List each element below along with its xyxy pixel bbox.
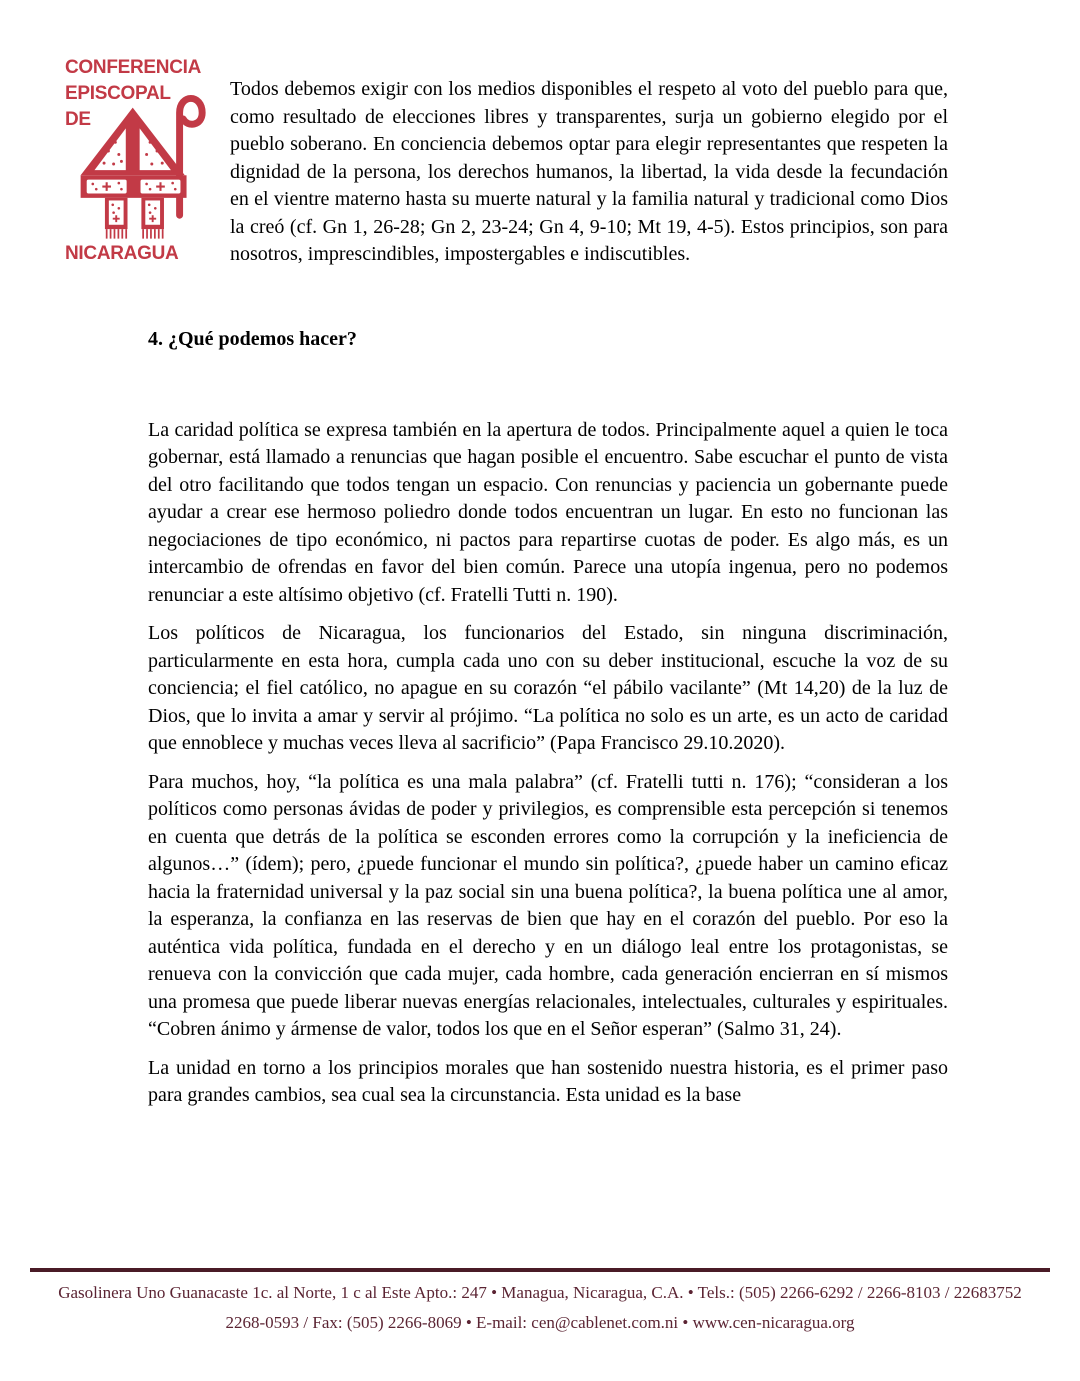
document-body [148,76,948,1121]
logo-text-conferencia: CONFERENCIA [65,57,202,78]
page-footer [0,1268,1080,1338]
paragraph-politicos-nicaragua: Los políticos de Nicaragua, los funcionarios del Estado, sin ninguna discriminación, particularmente en esta hora, cumpla cada uno con su deber institucional, escuche la voz de su conciencia; el fiel católico, no apague en su corazón “el pábilo vacilante” (Mt 14,20) de la luz de Dios, que lo invita a amar y servir al prójimo. “La política no solo es un arte, es un acto de caridad que ennoblece y muchas veces lleva al sacrificio” (Papa Francisco 29.10.2020). [148,622,948,754]
paragraph-caridad-politica: La caridad política se expresa también en la apertura de todos. Principalmente aquel a quien le toca gobernar, está llamado a renuncias que hagan posible el encuentro. Sabe escuchar el punto de vista del otro facilitando que todos tengan un espacio. Con renuncias y paciencia un gobernante puede ayudar a crear ese hermoso poliedro donde todos encuentran un lugar. En esto no funcionan las negociaciones de tipo económico, ni pactos para repartirse cuotas de poder. Es algo más, es un intercambio de ofrendas en favor del bien común. Parece una utopía ingenua, pero no podemos renunciar a este altísimo objetivo (cf. Fratelli Tutti n. 190). [148,418,948,606]
logo-spacer [148,76,230,269]
footer-divider [30,1268,1050,1272]
paragraph-unidad: La unidad en torno a los principios morales que han sostenido nuestra historia, es el primer paso para grandes cambios, sea cual sea la circunstancia. Esta unidad es la base [148,1056,948,1106]
logo-text-nicaragua: NICARAGUA [65,243,179,264]
section-heading: 4. ¿Qué podemos hacer? [148,327,357,350]
logo-text-episcopal: EPISCOPAL [65,83,171,104]
footer-contact-line: 2268-0593 / Fax: (505) 2266-8069 • E-mail: cen@cablenet.com.ni • www.cen-nicaragua.org [225,1313,855,1332]
footer-address-line: Gasolinera Uno Guanacaste 1c. al Norte, 1 c al Este Apto.: 247 • Managua, Nicaragua, C.A. • Tels.: (505) 2266-6292 / 2266-8103 / 22683752 [58,1283,1022,1302]
paragraph-mala-palabra: Para muchos, hoy, “la política es una mala palabra” (cf. Fratelli tutti n. 176); “consideran a los políticos como personas ávidas de poder y privilegios, es comprensible esta percepción si tenemos en cuenta que detrás de la política se esconden errores como la corrupción y la ineficiencia de algunos…” (ídem); pero, ¿puede funcionar el mundo sin política?, ¿puede haber un camino eficaz hacia la fraternidad universal y la paz social sin una buena política?, la buena política une al amor, la esperanza, la confianza en las reservas de bien que hay en el corazón del pueblo. Por eso la auténtica vida política, fundada en el derecho y en un diálogo leal entre los protagonistas, se renueva con la convicción que cada mujer, cada hombre, cada generación encierran en sí mismos una promesa que puede liberar nuevas energías relacionales, intelectuales, culturales y espirituales. “Cobren ánimo y ármense de valor, todos los que en el Señor esperan” (Salmo 31, 24). [148,770,948,1040]
paragraph-vote: Todos debemos exigir con los medios disponibles el respeto al voto del pueblo para que, como resultado de elecciones libres y transparentes, surja un gobierno elegido por el pueblo soberano. En conciencia debemos optar para elegir representantes que respeten la dignidad de la persona, los derechos humanos, la libertad, la vida desde la fecundación en el vientre materno hasta su muerte natural y la familia natural y tradicional como Dios la creó (cf. Gn 1, 26-28; Gn 2, 23-24; Gn 4, 9-10; Mt 19, 4-5). Estos principios, son para nosotros, imprescindibles, impostergables e indiscutibles. [230,78,948,265]
logo-text-de: DE [65,109,91,130]
